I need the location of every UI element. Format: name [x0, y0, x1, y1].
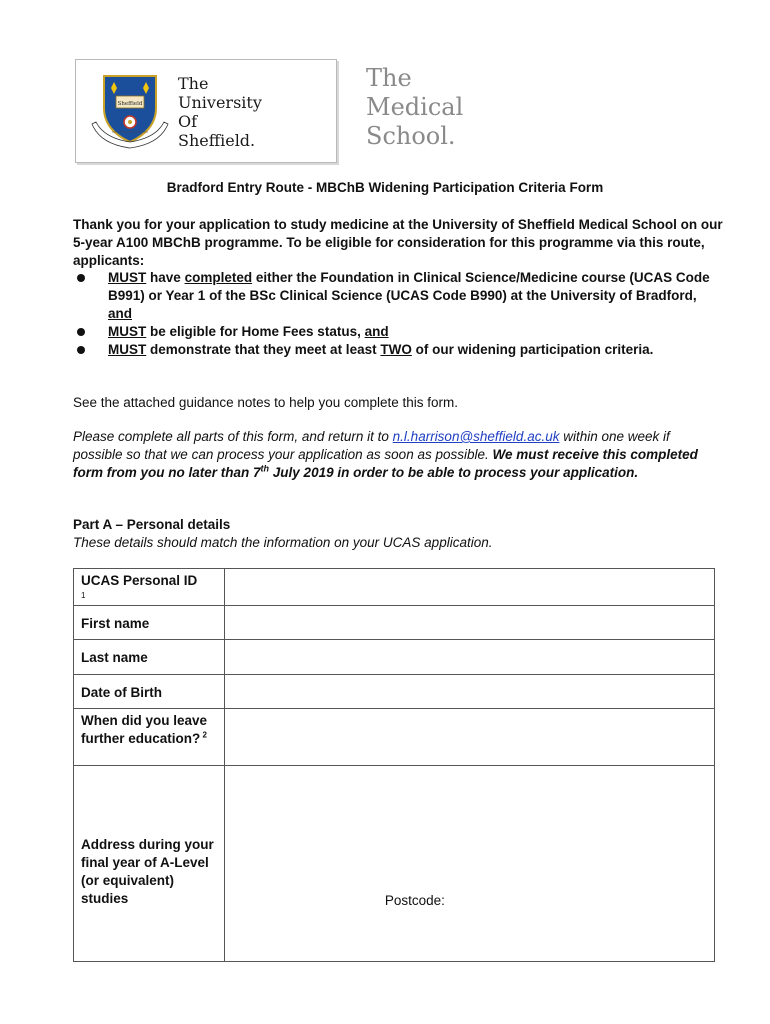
submission-instructions: Please complete all parts of this form, and return it to n.l.harrison@sheffield.ac.uk within one week if possible so that we can process your application as soon as possible. We must receive this completed form from you no later than 7th July 2019 in order to be able to process your application.: [73, 429, 698, 480]
university-name: The University Of Sheffield.: [178, 74, 262, 150]
university-crest-icon: [90, 68, 170, 152]
part-a-heading: Part A – Personal details: [73, 517, 231, 532]
contact-email-link[interactable]: n.l.harrison@sheffield.ac.uk: [392, 429, 560, 444]
last-name-label: Last name: [74, 640, 225, 675]
medical-school-name: The Medical School.: [366, 64, 464, 150]
ucas-id-field[interactable]: [224, 569, 714, 606]
ucas-id-label: UCAS Personal ID 1: [74, 569, 225, 606]
table-row: [74, 675, 715, 709]
first-name-label: First name: [74, 606, 225, 640]
criteria-item: MUST have completed either the Foundation in Clinical Science/Medicine course (UCAS Code B991) or Year 1 of the BSc Clinical Science (UCAS Code B990) at the University of Bradford, and: [73, 269, 723, 322]
criteria-list: [73, 269, 723, 358]
postcode-label: Postcode:: [384, 893, 445, 908]
criteria-item: MUST demonstrate that they meet at least TWO of our widening participation criteria.: [73, 341, 723, 359]
criteria-item: MUST be eligible for Home Fees status, and: [73, 323, 723, 341]
address-field[interactable]: [224, 766, 714, 962]
svg-text:Sheffield: Sheffield: [117, 101, 143, 107]
part-a-subheading: These details should match the information on your UCAS application.: [73, 535, 493, 550]
address-label: Address during your final year of A-Level (or equivalent) studies: [74, 766, 225, 962]
table-row: [74, 640, 715, 675]
last-name-field[interactable]: [224, 640, 714, 675]
guidance-note: See the attached guidance notes to help you complete this form.: [73, 395, 458, 410]
table-row: [74, 569, 715, 606]
first-name-field[interactable]: [224, 606, 714, 640]
table-row: [74, 606, 715, 640]
date-of-birth-label: Date of Birth: [74, 675, 225, 709]
intro-section: [73, 216, 723, 358]
date-of-birth-field[interactable]: [224, 675, 714, 709]
form-title: Bradford Entry Route - MBChB Widening Participation Criteria Form: [166, 180, 604, 195]
personal-details-table: [73, 568, 715, 962]
table-row: [74, 766, 715, 962]
left-education-label: When did you leave further education? $^2$: [74, 709, 225, 766]
left-education-field[interactable]: [224, 709, 714, 766]
intro-text: Thank you for your application to study medicine at the University of Sheffield Medical School on our 5-year A100 MBChB programme. To be eligible for consideration for this programme via this route, applicants:: [73, 217, 723, 268]
table-row: [74, 709, 715, 766]
university-logo: [75, 59, 337, 163]
